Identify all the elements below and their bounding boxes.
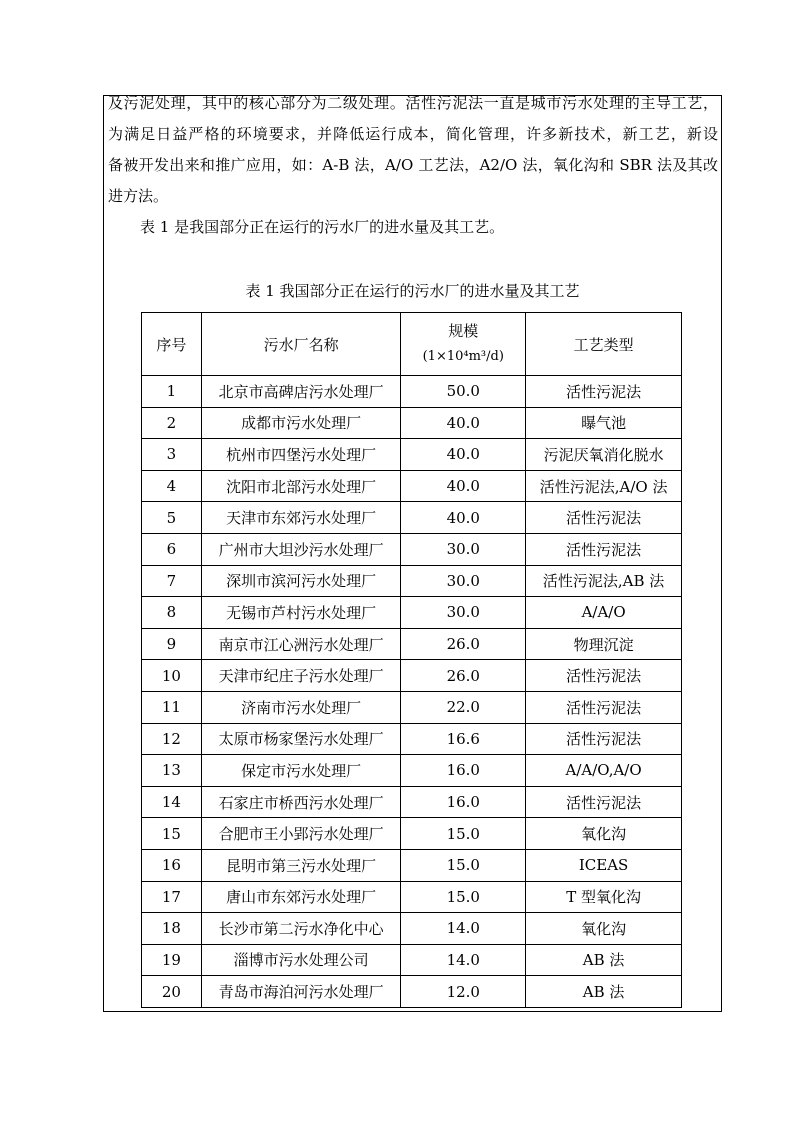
- table-row: [142, 723, 682, 755]
- body-paragraph-line-1: 及污泥处理，其中的核心部分为二级处理。活性污泥法一直是城市污水处理的主导工艺，: [108, 94, 718, 112]
- cell-scale: 22.0: [401, 691, 526, 723]
- table-row: [142, 755, 682, 787]
- cell-plant-name: 沈阳市北部污水处理厂: [201, 470, 400, 502]
- cell-plant-name: 深圳市滨河污水处理厂: [201, 565, 400, 597]
- cell-scale: 15.0: [401, 818, 526, 850]
- cell-plant-name: 太原市杨家堡污水处理厂: [201, 723, 400, 755]
- table-row: [142, 660, 682, 692]
- cell-index: 17: [142, 881, 202, 913]
- table-row: [142, 597, 682, 629]
- header-scale-unit: (1×10⁴m³/d): [422, 349, 504, 364]
- cell-index: 14: [142, 786, 202, 818]
- cell-process-type: 活性污泥法: [526, 786, 682, 818]
- cell-scale: 14.0: [401, 913, 526, 945]
- cell-plant-name: 天津市东郊污水处理厂: [201, 502, 400, 534]
- cell-scale: 16.0: [401, 755, 526, 787]
- cell-scale: 40.0: [401, 407, 526, 439]
- body-paragraph-line-4: 进方法。: [108, 187, 169, 205]
- cell-index: 5: [142, 502, 202, 534]
- table-reference-sentence: 表 1 是我国部分正在运行的污水厂的进水量及其工艺。: [140, 218, 505, 236]
- cell-index: 1: [142, 376, 202, 408]
- table-row: [142, 691, 682, 723]
- header-process-type: 工艺类型: [526, 313, 682, 376]
- table-row: [142, 849, 682, 881]
- cell-plant-name: 无锡市芦村污水处理厂: [201, 597, 400, 629]
- cell-process-type: 活性污泥法: [526, 660, 682, 692]
- cell-plant-name: 青岛市海泊河污水处理厂: [201, 976, 400, 1008]
- cell-scale: 15.0: [401, 881, 526, 913]
- cell-process-type: 活性污泥法: [526, 691, 682, 723]
- cell-index: 3: [142, 439, 202, 471]
- cell-scale: 15.0: [401, 849, 526, 881]
- cell-scale: 16.0: [401, 786, 526, 818]
- cell-process-type: 活性污泥法: [526, 723, 682, 755]
- cell-process-type: 氧化沟: [526, 913, 682, 945]
- cell-scale: 40.0: [401, 470, 526, 502]
- cell-plant-name: 保定市污水处理厂: [201, 755, 400, 787]
- cell-plant-name: 唐山市东郊污水处理厂: [201, 881, 400, 913]
- cell-plant-name: 淄博市污水处理公司: [201, 944, 400, 976]
- cell-plant-name: 合肥市王小郢污水处理厂: [201, 818, 400, 850]
- cell-index: 4: [142, 470, 202, 502]
- table-row: [142, 628, 682, 660]
- cell-plant-name: 石家庄市桥西污水处理厂: [201, 786, 400, 818]
- cell-index: 11: [142, 691, 202, 723]
- cell-scale: 40.0: [401, 502, 526, 534]
- table-row: [142, 376, 682, 408]
- cell-scale: 30.0: [401, 565, 526, 597]
- cell-process-type: A/A/O,A/O: [526, 755, 682, 787]
- cell-process-type: 污泥厌氧消化脱水: [526, 439, 682, 471]
- cell-plant-name: 南京市江心洲污水处理厂: [201, 628, 400, 660]
- wastewater-plant-table: [141, 312, 682, 1008]
- table-row: [142, 818, 682, 850]
- cell-process-type: 曝气池: [526, 407, 682, 439]
- cell-index: 9: [142, 628, 202, 660]
- table-row: [142, 565, 682, 597]
- cell-plant-name: 济南市污水处理厂: [201, 691, 400, 723]
- cell-scale: 26.0: [401, 628, 526, 660]
- cell-process-type: AB 法: [526, 944, 682, 976]
- cell-scale: 40.0: [401, 439, 526, 471]
- table-header-row: [142, 313, 682, 376]
- table-body: [142, 376, 682, 1008]
- cell-process-type: 活性污泥法,A/O 法: [526, 470, 682, 502]
- body-paragraph-line-2: 为满足日益严格的环境要求，并降低运行成本，简化管理，许多新技术，新工艺，新设: [108, 125, 718, 143]
- cell-scale: 30.0: [401, 533, 526, 565]
- cell-plant-name: 长沙市第二污水净化中心: [201, 913, 400, 945]
- cell-index: 10: [142, 660, 202, 692]
- cell-process-type: 活性污泥法: [526, 533, 682, 565]
- cell-process-type: AB 法: [526, 976, 682, 1008]
- cell-process-type: 活性污泥法: [526, 502, 682, 534]
- body-paragraph-line-3: 备被开发出来和推广应用，如：A-B 法，A/O 工艺法，A2/O 法，氧化沟和 SBR 法及其改: [108, 156, 718, 174]
- cell-plant-name: 广州市大坦沙污水处理厂: [201, 533, 400, 565]
- table-row: [142, 786, 682, 818]
- header-scale-label: 规模: [448, 322, 479, 340]
- table-row: [142, 913, 682, 945]
- cell-plant-name: 北京市高碑店污水处理厂: [201, 376, 400, 408]
- table-row: [142, 407, 682, 439]
- table-row: [142, 439, 682, 471]
- table-row: [142, 944, 682, 976]
- cell-scale: 50.0: [401, 376, 526, 408]
- cell-index: 19: [142, 944, 202, 976]
- cell-index: 8: [142, 597, 202, 629]
- header-index: 序号: [142, 313, 202, 376]
- table-row: [142, 470, 682, 502]
- header-plant-name: 污水厂名称: [201, 313, 400, 376]
- cell-scale: 12.0: [401, 976, 526, 1008]
- cell-process-type: 活性污泥法,AB 法: [526, 565, 682, 597]
- table-row: [142, 533, 682, 565]
- cell-plant-name: 天津市纪庄子污水处理厂: [201, 660, 400, 692]
- cell-index: 2: [142, 407, 202, 439]
- header-scale: [401, 313, 526, 376]
- cell-process-type: 氧化沟: [526, 818, 682, 850]
- cell-process-type: ICEAS: [526, 849, 682, 881]
- cell-process-type: 活性污泥法: [526, 376, 682, 408]
- table-caption: 表 1 我国部分正在运行的污水厂的进水量及其工艺: [245, 282, 580, 300]
- cell-index: 18: [142, 913, 202, 945]
- cell-plant-name: 昆明市第三污水处理厂: [201, 849, 400, 881]
- cell-index: 12: [142, 723, 202, 755]
- cell-index: 15: [142, 818, 202, 850]
- cell-scale: 26.0: [401, 660, 526, 692]
- cell-scale: 14.0: [401, 944, 526, 976]
- cell-plant-name: 杭州市四堡污水处理厂: [201, 439, 400, 471]
- cell-index: 20: [142, 976, 202, 1008]
- cell-process-type: T 型氧化沟: [526, 881, 682, 913]
- cell-index: 6: [142, 533, 202, 565]
- table-row: [142, 976, 682, 1008]
- cell-index: 16: [142, 849, 202, 881]
- table-row: [142, 881, 682, 913]
- cell-plant-name: 成都市污水处理厂: [201, 407, 400, 439]
- cell-index: 7: [142, 565, 202, 597]
- cell-scale: 16.6: [401, 723, 526, 755]
- table-row: [142, 502, 682, 534]
- cell-process-type: A/A/O: [526, 597, 682, 629]
- cell-scale: 30.0: [401, 597, 526, 629]
- cell-index: 13: [142, 755, 202, 787]
- cell-process-type: 物理沉淀: [526, 628, 682, 660]
